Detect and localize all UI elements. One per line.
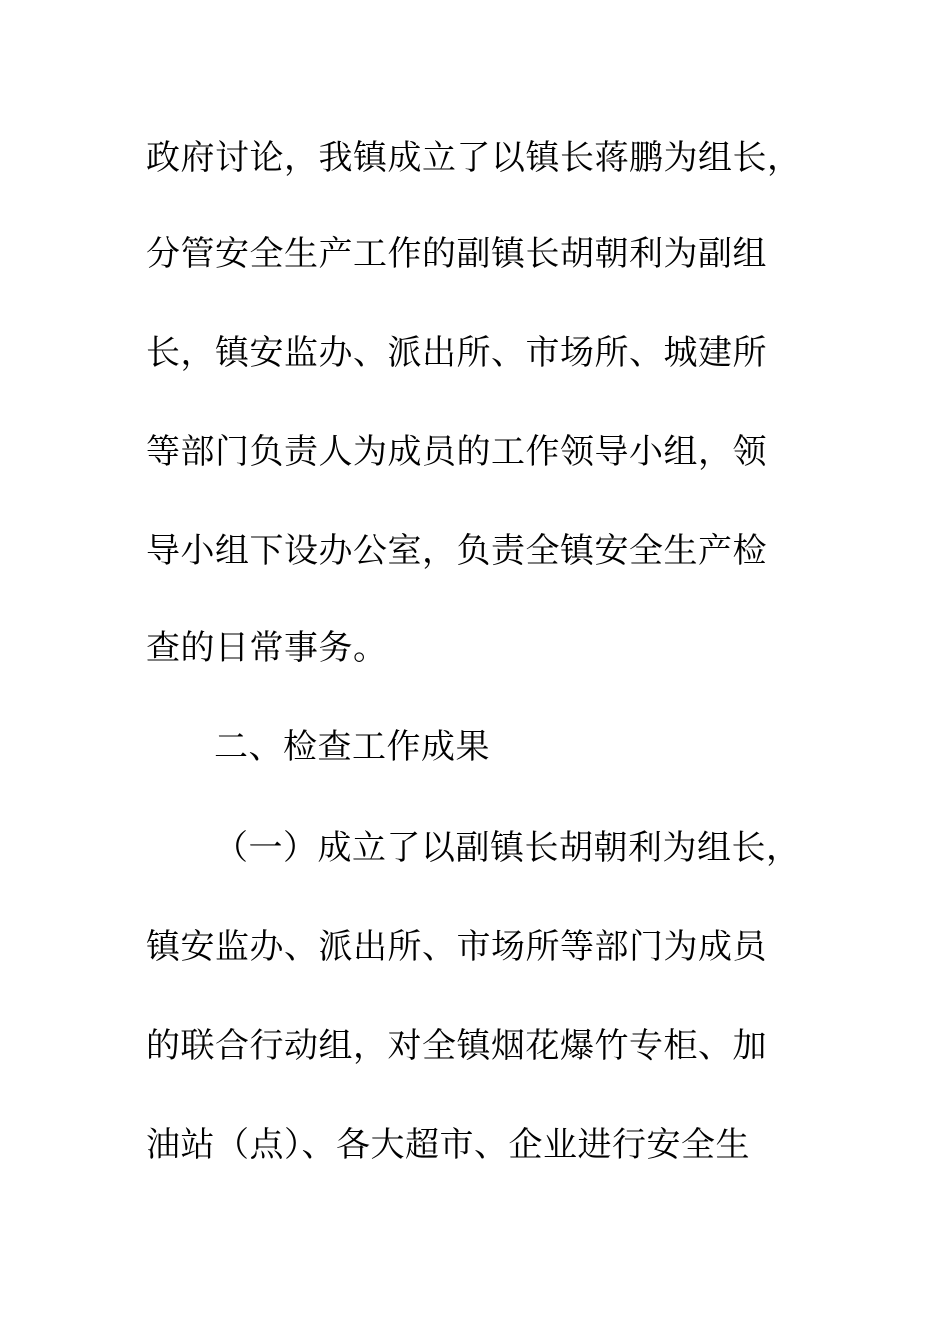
paragraph-line: 长，镇安监办、派出所、市场所、城建所	[146, 333, 767, 373]
paragraph-line: 的联合行动组，对全镇烟花爆竹专柜、加	[146, 1026, 767, 1066]
section-heading: 二、检查工作成果	[214, 727, 490, 767]
paragraph-line: 政府讨论，我镇成立了以镇长蒋鹏为组长，	[146, 138, 802, 178]
paragraph-line: 导小组下设办公室，负责全镇安全生产检	[146, 531, 767, 571]
paragraph-line: 等部门负责人为成员的工作领导小组，领	[146, 432, 767, 472]
paragraph-line: 分管安全生产工作的副镇长胡朝利为副组	[146, 234, 767, 274]
paragraph-line: 镇安监办、派出所、市场所等部门为成员	[146, 927, 767, 967]
subsection-line: （一）成立了以副镇长胡朝利为组长，	[214, 828, 801, 868]
paragraph-line: 油站（点）、各大超市、企业进行安全生	[146, 1125, 750, 1165]
paragraph-line: 查的日常事务。	[146, 628, 388, 668]
